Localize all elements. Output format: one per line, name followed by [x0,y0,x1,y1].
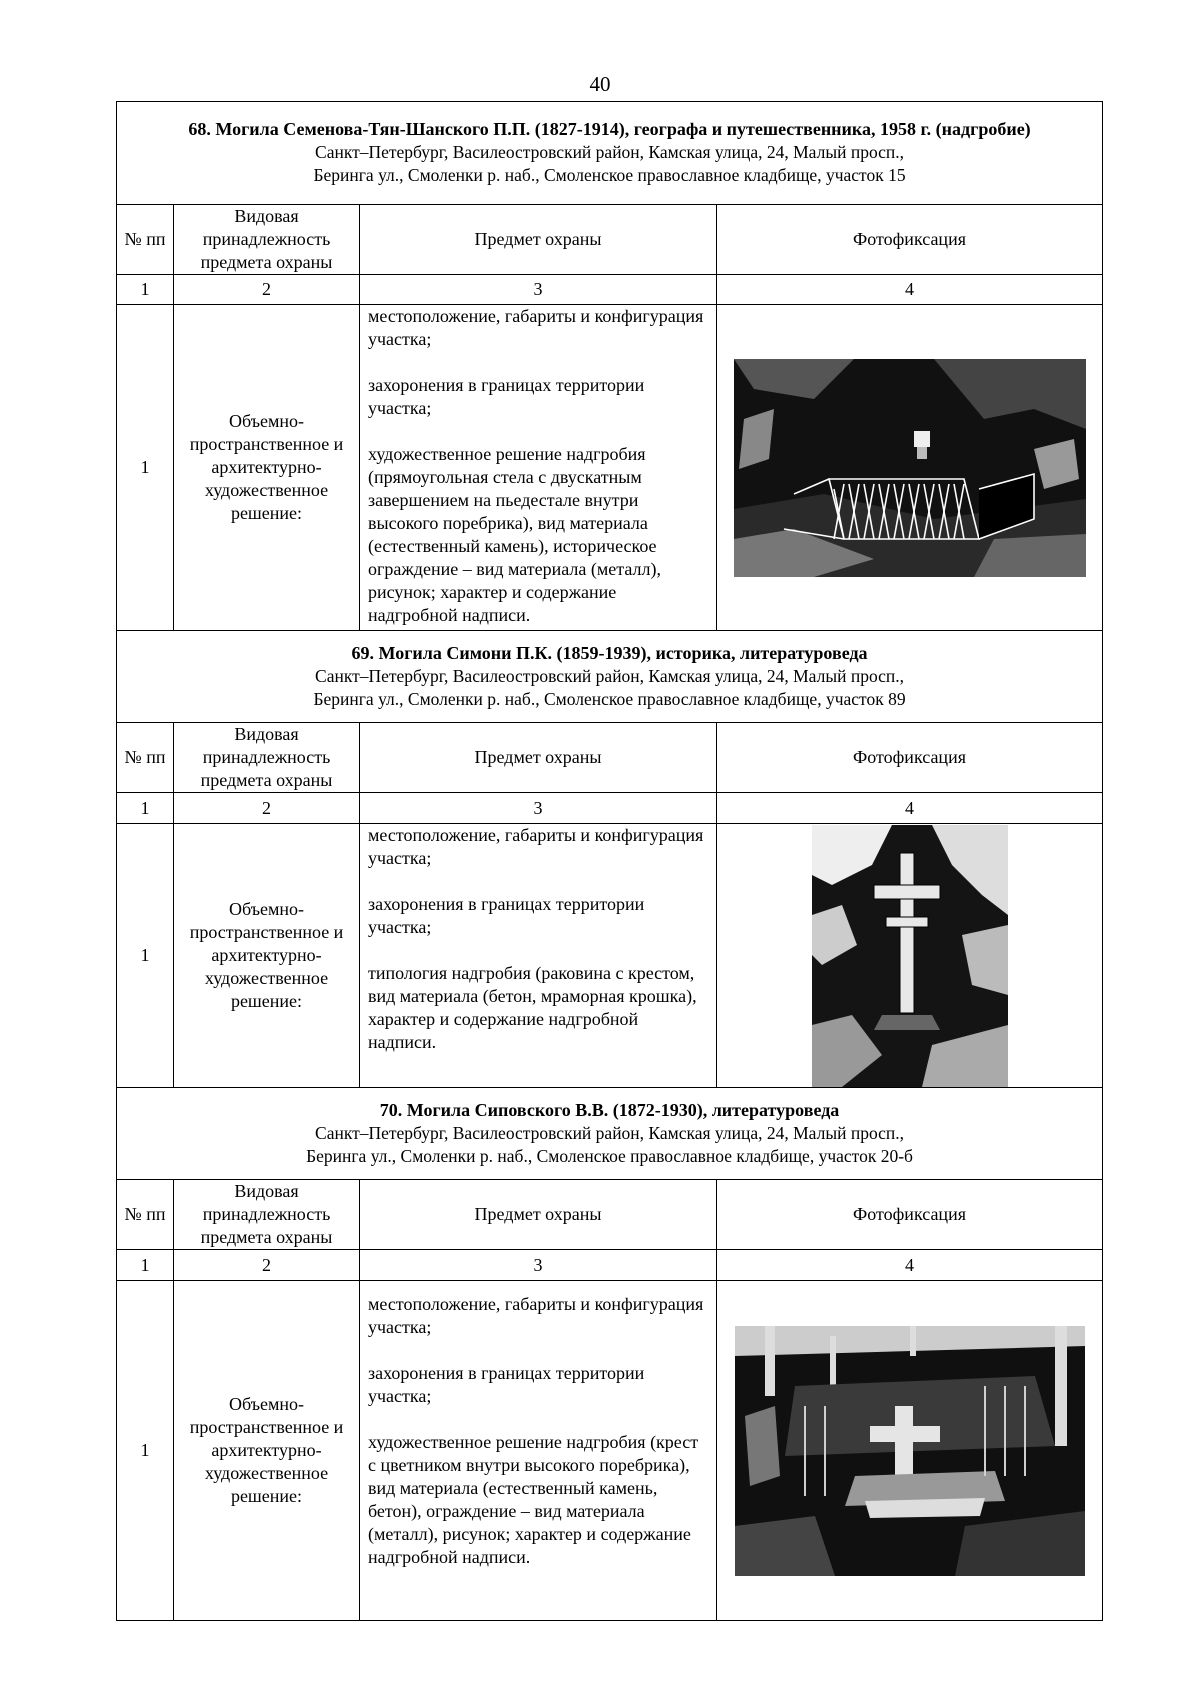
header-subject: Предмет охраны [360,205,717,275]
section-title: 69. Могила Симони П.К. (1859-1939), историка, литературоведа [351,642,868,663]
header-photo: Фотофиксация [717,205,1103,275]
column-number: 3 [360,793,717,824]
section-header [117,102,1103,205]
photo-cell [717,305,1103,631]
protection-item: типология надгробия (раковина с крестом, вид материала (бетон, мраморная крошка), характер и содержание надгробной надписи. [368,963,697,1052]
protection-item: художественное решение надгробия (прямоугольная стела с двускатным завершением на пьедестале внутри высокого поребрика), вид материала (естественный камень), историческое ограждение – вид материала (металл), рисунок; характер и содержание надгробной надписи. [368,444,661,625]
protection-item: захоронения в границах территории участка; [368,894,645,937]
column-number: 3 [360,275,717,305]
header-kind: Видовая принадлежность предмета охраны [174,205,360,275]
column-number: 2 [174,275,360,305]
header-kind: Видовая принадлежность предмета охраны [174,1180,360,1250]
header-photo: Фотофиксация [717,723,1103,793]
table-row [117,305,1103,631]
header-row [117,205,1103,275]
address-line: Беринга ул., Смоленки р. наб., Смоленское православное кладбище, участок 89 [313,688,906,709]
column-number: 2 [174,1250,360,1281]
grave-photo-cross-icon [812,825,1008,1087]
protection-item: захоронения в границах территории участка; [368,1363,645,1406]
column-number-row [117,1250,1103,1281]
header-row [117,723,1103,793]
protection-item: местоположение, габариты и конфигурация участка; [368,306,704,349]
column-number: 1 [117,793,174,824]
column-number: 1 [117,275,174,305]
column-number: 4 [717,1250,1103,1281]
protection-item: захоронения в границах территории участка; [368,375,645,418]
section-title: 70. Могила Сиповского В.В. (1872-1930), литературоведа [379,1099,840,1120]
header-num: № пп [117,205,174,275]
header-subject: Предмет охраны [360,1180,717,1250]
row-number: 1 [117,305,174,631]
header-subject: Предмет охраны [360,723,717,793]
column-number: 1 [117,1250,174,1281]
column-number: 4 [717,275,1103,305]
grave-photo-flowerbed-icon [735,1326,1085,1576]
protection-cell [360,305,717,631]
protection-item: местоположение, габариты и конфигурация участка; [368,825,704,868]
protection-cell [360,1281,717,1621]
kind-cell: Объемно-пространственное и архитектурно-художественное решение: [174,824,360,1088]
table-row [117,1281,1103,1621]
address-line: Беринга ул., Смоленки р. наб., Смоленское православное кладбище, участок 20-б [306,1145,913,1166]
photo-cell [717,1281,1103,1621]
header-row [117,1180,1103,1250]
row-number: 1 [117,824,174,1088]
address-line: Беринга ул., Смоленки р. наб., Смоленское православное кладбище, участок 15 [313,165,906,185]
photo-cell [717,824,1103,1088]
protection-item: местоположение, габариты и конфигурация участка; [368,1294,704,1337]
address-line: Санкт–Петербург, Василеостровский район, Камская улица, 24, Малый просп., [315,142,905,162]
grave-photo-fence-icon [734,359,1086,577]
page-number: 40 [589,72,611,96]
row-number: 1 [117,1281,174,1621]
monument-table [116,101,1103,1621]
section-header [117,1088,1103,1180]
column-number: 2 [174,793,360,824]
column-number-row [117,275,1103,305]
column-number: 4 [717,793,1103,824]
section-title: 68. Могила Семенова-Тян-Шанского П.П. (1827-1914), географа и путешественника, 1958 г. (надгробие) [188,119,1031,139]
header-num: № пп [117,1180,174,1250]
header-num: № пп [117,723,174,793]
header-kind: Видовая принадлежность предмета охраны [174,723,360,793]
column-number: 3 [360,1250,717,1281]
address-line: Санкт–Петербург, Василеостровский район, Камская улица, 24, Малый просп., [315,665,905,686]
kind-cell: Объемно-пространственное и архитектурно-художественное решение: [174,1281,360,1621]
table-row [117,824,1103,1088]
kind-cell: Объемно-пространственное и архитектурно-художественное решение: [174,305,360,631]
protection-item: художественное решение надгробия (крест с цветником внутри высокого поребрика), вид материала (естественный камень, бетон), ограждение – вид материала (металл), рисунок; характер и содержание надгробной надписи. [368,1432,699,1567]
header-photo: Фотофиксация [717,1180,1103,1250]
protection-cell [360,824,717,1088]
address-line: Санкт–Петербург, Василеостровский район, Камская улица, 24, Малый просп., [315,1122,905,1143]
section-header [117,631,1103,723]
column-number-row [117,793,1103,824]
